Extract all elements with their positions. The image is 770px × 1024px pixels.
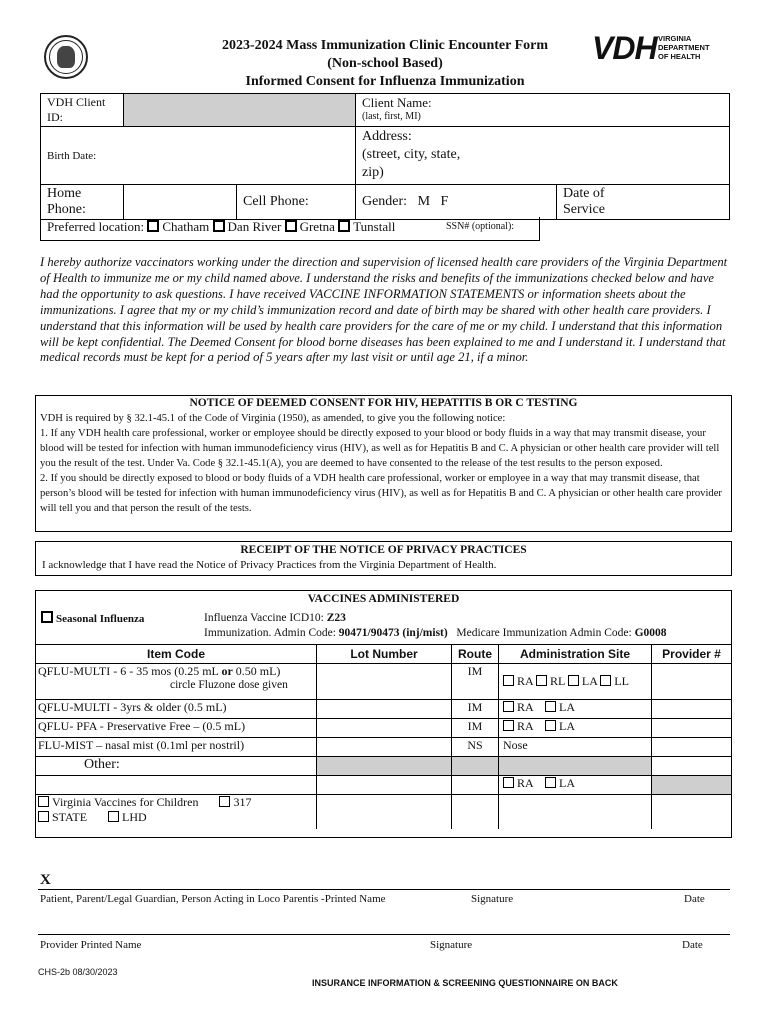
vfc-label: Virginia Vaccines for Children: [52, 795, 199, 809]
checkbox-icon[interactable]: [545, 701, 556, 712]
checkbox-icon[interactable]: [219, 796, 230, 807]
item-qflu-multi-adult: QFLU-MULTI - 3yrs & older (0.5 mL): [36, 700, 317, 719]
checkbox-icon[interactable]: [41, 611, 53, 623]
checkbox-icon[interactable]: [600, 675, 611, 686]
site-options[interactable]: RA LA: [499, 700, 652, 719]
site-options[interactable]: RA LA: [499, 776, 652, 795]
empty-cell: [652, 795, 732, 829]
patient-signature-line[interactable]: [38, 889, 730, 890]
icd-code: Z23: [326, 612, 346, 624]
vdh-logo: [592, 30, 722, 66]
preferred-location-label: Preferred location:: [47, 219, 145, 234]
route-field: [452, 757, 499, 776]
lot-number-field[interactable]: [317, 719, 452, 738]
location-option-tunstall[interactable]: [338, 219, 395, 234]
vaccine-table: [36, 644, 731, 829]
checkbox-icon[interactable]: [213, 220, 225, 232]
date-of-service-field[interactable]: [557, 185, 730, 220]
deemed-consent-notice: [35, 395, 732, 532]
admin-code-label: Immunization. Admin Code:: [204, 627, 339, 639]
client-name-label: Client Name:: [361, 95, 432, 110]
table-row: [36, 738, 731, 757]
lhd-option[interactable]: [108, 810, 147, 824]
address-hint: (street, city, state, zip): [361, 147, 461, 180]
location-option-dan-river[interactable]: [213, 219, 282, 234]
checkbox-icon[interactable]: [503, 720, 514, 731]
client-name-cell[interactable]: [355, 94, 729, 127]
table-row: [36, 700, 731, 719]
checkbox-icon[interactable]: [503, 701, 514, 712]
provider-name-label: Provider Printed Name: [40, 939, 142, 951]
provider-signature-label: Signature: [430, 939, 473, 951]
empty-cell: [317, 795, 452, 829]
checkbox-icon[interactable]: [568, 675, 579, 686]
checkbox-icon[interactable]: [38, 796, 49, 807]
table-row: [36, 776, 731, 795]
col-item-code: Item Code: [36, 645, 317, 664]
table-row: [36, 757, 731, 776]
other-item-field[interactable]: [36, 776, 317, 795]
lot-number-field[interactable]: [317, 664, 452, 700]
funding-options: [36, 795, 317, 829]
table-row: [36, 719, 731, 738]
virginia-seal-icon: [44, 35, 88, 79]
logo-vdh-text: VDH: [592, 30, 657, 66]
state-option[interactable]: [38, 810, 87, 824]
ssn-label: SSN# (optional):: [446, 221, 515, 232]
route-value: IM: [452, 700, 499, 719]
code-317-option[interactable]: [219, 795, 251, 809]
item-qflu-pfa: QFLU- PFA - Preservative Free – (0.5 mL): [36, 719, 317, 738]
route-value: IM: [452, 719, 499, 738]
table-row: [36, 795, 731, 829]
vfc-option[interactable]: [38, 795, 198, 809]
privacy-text: I acknowledge that I have read the Notice of Privacy Practices from the Virginia Department of Health.: [42, 559, 497, 571]
vdh-client-id-field[interactable]: [124, 94, 356, 127]
route-field[interactable]: [452, 776, 499, 795]
logo-department-text: [658, 34, 710, 61]
seasonal-influenza-label: Seasonal Influenza: [56, 613, 145, 625]
home-phone-field[interactable]: [41, 185, 124, 220]
checkbox-icon[interactable]: [38, 811, 49, 822]
date-of-service-label: Date of Service: [563, 186, 605, 217]
privacy-receipt: [35, 541, 732, 576]
birth-date-label: Birth Date:: [47, 150, 97, 162]
col-provider: Provider #: [652, 645, 732, 664]
client-name-hint: (last, first, MI): [361, 111, 421, 122]
form-id: CHS-2b 08/30/2023: [38, 967, 118, 977]
state-label: STATE: [52, 810, 88, 824]
vdh-client-id-label: VDH Client ID:: [41, 94, 124, 127]
lhd-label: LHD: [122, 810, 147, 824]
other-label: Other:: [36, 757, 317, 776]
ssn-field[interactable]: [446, 221, 514, 232]
address-cell[interactable]: [355, 127, 729, 185]
patient-date-label: Date: [684, 893, 705, 905]
location-label-gretna: Gretna: [299, 219, 335, 234]
col-administration-site: Administration Site: [499, 645, 652, 664]
notice-item-1: 1. If any VDH health care professional, worker or employee should be directly exposed to your blood or body fluids in a way that may transmit disease, your blood will be tested for infection with human immunodeficiency virus (HIV), as well as for Hepatitis B and C. A physician or other health care provider will tell you the result of the test. Under Va. Code § 32.1-45.1(A), you are deemed to have consented to the release of the test results to the person exposed.: [40, 428, 720, 469]
notice-intro: VDH is required by § 32.1-45.1 of the Code of Virginia (1950), as amended, to give you the following notice:: [40, 413, 506, 424]
provider-field[interactable]: [652, 664, 732, 700]
title-line-3: Informed Consent for Influenza Immunization: [245, 74, 525, 89]
form-title: [150, 37, 620, 91]
checkbox-icon[interactable]: [545, 777, 556, 788]
cell-phone-label: Cell Phone:: [243, 194, 309, 209]
item-text: QFLU-MULTI - 6 - 35 mos (0.25 mL: [38, 664, 222, 678]
checkbox-icon[interactable]: [147, 220, 159, 232]
item-subtext: circle Fluzone dose given: [170, 679, 288, 691]
home-phone-label: Home Phone:: [47, 186, 86, 217]
gender-label: Gender: M F: [361, 194, 449, 209]
checkbox-icon[interactable]: [503, 675, 514, 686]
lot-number-field[interactable]: [317, 700, 452, 719]
provider-date-label: Date: [682, 939, 703, 951]
lot-number-field[interactable]: [317, 738, 452, 757]
checkbox-icon[interactable]: [285, 220, 297, 232]
col-route: Route: [452, 645, 499, 664]
icd-label: Influenza Vaccine ICD10:: [204, 612, 327, 624]
item-or: or: [221, 664, 233, 678]
location-label-tunstall: Tunstall: [353, 219, 396, 234]
checkbox-icon[interactable]: [536, 675, 547, 686]
provider-field[interactable]: [652, 757, 732, 776]
site-options[interactable]: RA RL LA LL: [499, 664, 652, 700]
provider-field: [652, 776, 732, 795]
route-value: NS: [452, 738, 499, 757]
patient-name-label: Patient, Parent/Legal Guardian, Person Acting in Loco Parentis -Printed Name: [40, 893, 386, 905]
vaccines-administered-section: [35, 590, 732, 838]
checkbox-icon[interactable]: [108, 811, 119, 822]
location-option-gretna[interactable]: [285, 219, 335, 234]
address-label: [362, 128, 482, 182]
vfc-code: 317: [233, 795, 252, 809]
vaccine-codes: [204, 611, 667, 641]
location-option-chatham[interactable]: [147, 219, 209, 234]
privacy-title: RECEIPT OF THE NOTICE OF PRIVACY PRACTICES: [240, 544, 527, 556]
address-label-text: Address:: [361, 129, 412, 144]
birth-date-field[interactable]: [41, 127, 356, 185]
route-value: IM: [452, 664, 499, 700]
title-line-1: 2023-2024 Mass Immunization Clinic Encounter Form: [221, 38, 548, 53]
provider-signature-line[interactable]: [38, 934, 730, 935]
logo-line-2: DEPARTMENT: [658, 43, 710, 52]
item-qflu-multi-infant: [36, 664, 317, 700]
site-field: [499, 757, 652, 776]
home-phone-value: [124, 185, 237, 220]
provider-field[interactable]: [652, 719, 732, 738]
signature-x-mark: X: [40, 872, 51, 888]
location-label-dan-river: Dan River: [227, 219, 282, 234]
gender-field[interactable]: [355, 185, 556, 220]
title-line-2: (Non-school Based): [327, 56, 443, 71]
table-row: [36, 664, 731, 700]
checkbox-icon[interactable]: [503, 777, 514, 788]
consent-paragraph: I hereby authorize vaccinators working under the direction and supervision of licensed health care providers of the Virginia Department of Health to immunize me or my child named above. I understand the risks and benefits of the immunizations checked below and have had the opportunity to ask questions. I have received VACCINE INFORMATION STATEMENTS or information sheets about the immunizations. I agree that my or my child’s immunization record and date of birth may be shared with other health care providers. I understand that this information will be used by health care providers for the care of me or my child. I understand that this information will be kept confidential. The Deemed Consent for blood borne diseases has been explained to me and I understand it. I understand that medical records must be kept for a period of 5 years after my last visit or until age 21, if a minor.: [40, 255, 728, 365]
client-info-table: [40, 93, 730, 220]
checkbox-icon[interactable]: [545, 720, 556, 731]
item-text-b: 0.50 mL): [232, 664, 281, 678]
admin-code: 90471/90473 (inj/mist): [338, 627, 448, 639]
lot-number-field: [317, 757, 452, 776]
logo-line-1: VIRGINIA: [658, 34, 692, 43]
notice-title: NOTICE OF DEEMED CONSENT FOR HIV, HEPATITIS B OR C TESTING: [189, 397, 578, 409]
item-flu-mist: FLU-MIST – nasal mist (0.1ml per nostril): [36, 738, 317, 757]
back-page-note: INSURANCE INFORMATION & SCREENING QUESTIONNAIRE ON BACK: [312, 978, 618, 988]
vaccines-title: VACCINES ADMINISTERED: [307, 593, 460, 605]
patient-signature-label: Signature: [471, 893, 514, 905]
site-value: Nose: [499, 738, 652, 757]
location-label-chatham: Chatham: [162, 219, 210, 234]
medicare-label: Medicare Immunization Admin Code:: [456, 627, 635, 639]
cell-phone-field[interactable]: [237, 185, 356, 220]
notice-item-2: 2. If you should be directly exposed to blood or body fluids of a VDH health care professional, worker or employee in a way that may transmit disease, that person’s blood will be tested for infection with human immunodeficiency virus (HIV), as well as for Hepatitis B and C. A physician or other health care provider will tell you and that person the result of the tests.: [40, 473, 722, 514]
empty-cell: [499, 795, 652, 829]
seasonal-influenza-option[interactable]: [41, 611, 144, 625]
checkbox-icon[interactable]: [338, 220, 350, 232]
site-options[interactable]: RA LA: [499, 719, 652, 738]
provider-field[interactable]: [652, 700, 732, 719]
col-lot-number: Lot Number: [317, 645, 452, 664]
provider-field[interactable]: [652, 738, 732, 757]
logo-line-3: OF HEALTH: [658, 52, 701, 61]
medicare-code: G0008: [634, 627, 667, 639]
lot-number-field[interactable]: [317, 776, 452, 795]
empty-cell: [452, 795, 499, 829]
